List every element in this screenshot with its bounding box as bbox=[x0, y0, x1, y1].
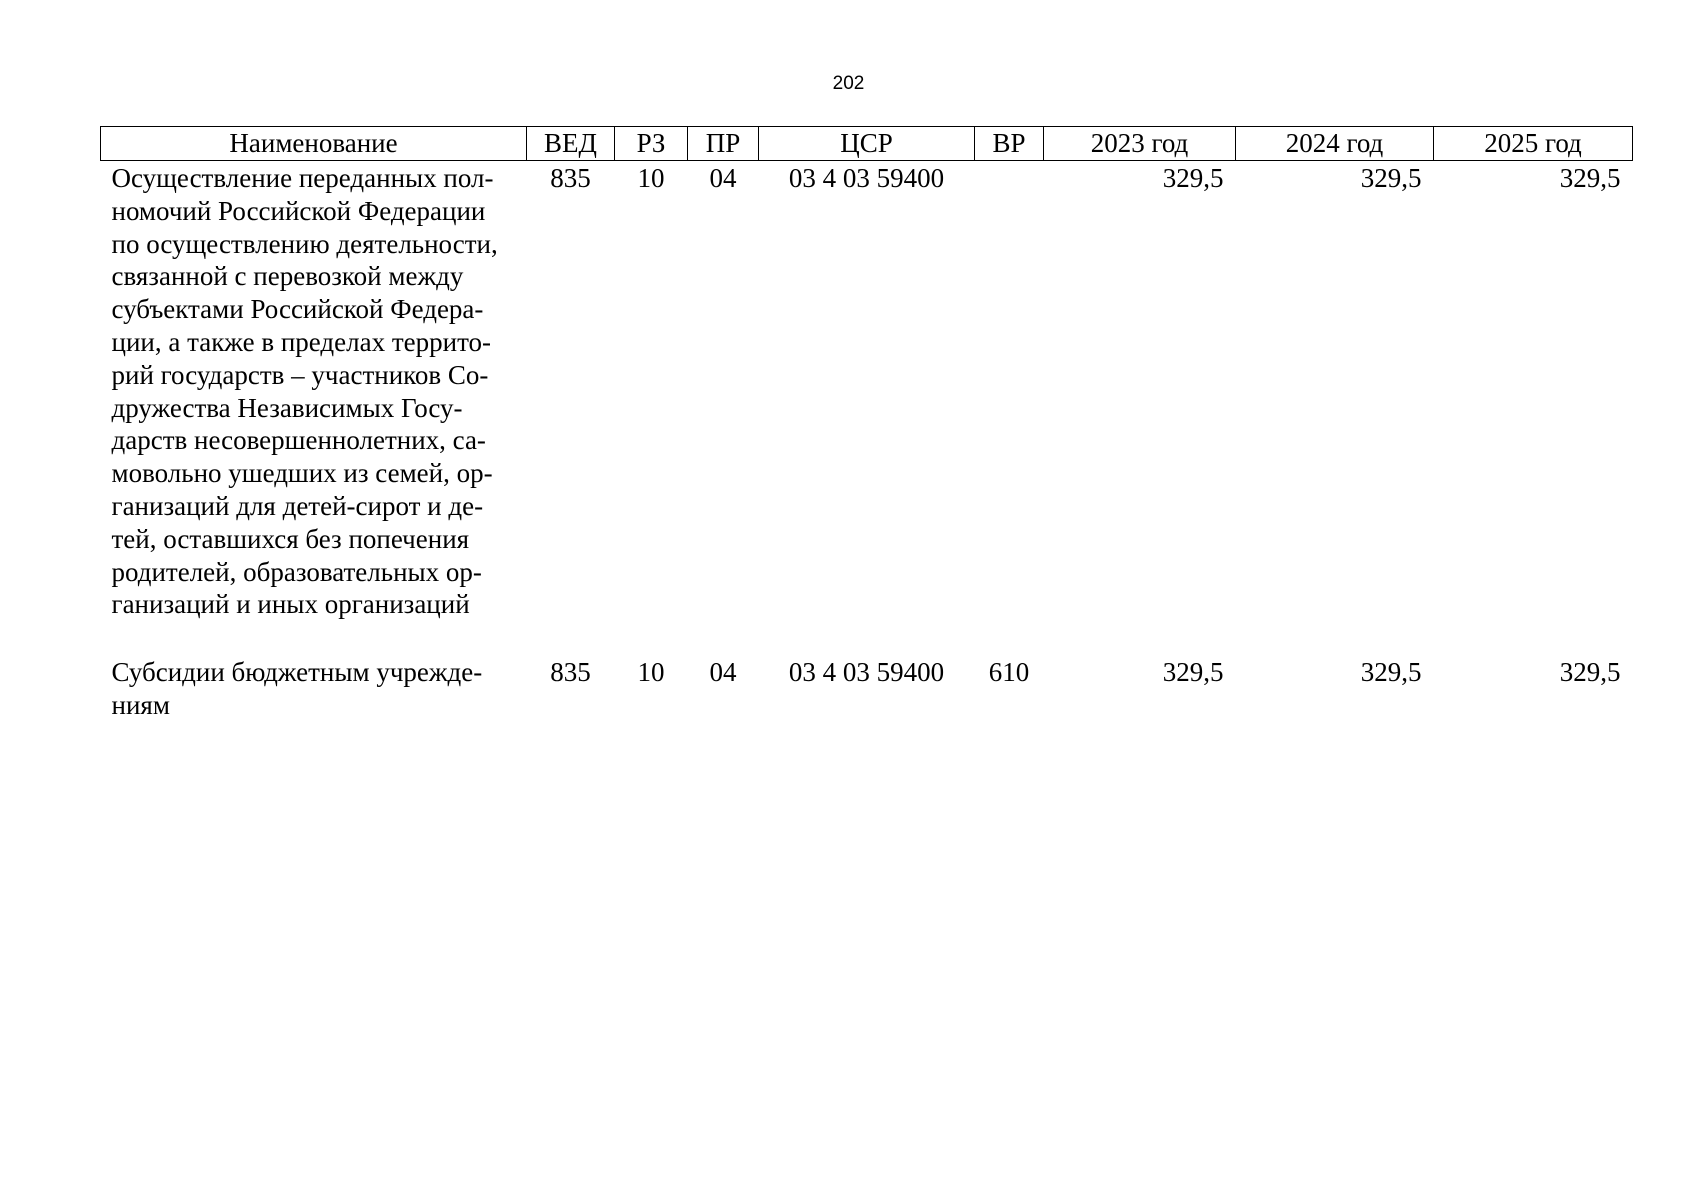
header-2023: 2023 год bbox=[1044, 127, 1236, 161]
row-name-line: Субсидии бюджетным учрежде- bbox=[111, 657, 483, 688]
row-pr: 04 bbox=[709, 657, 737, 688]
row-name-line: по осуществлению деятельности, bbox=[111, 228, 498, 259]
row-vr: 610 bbox=[988, 657, 1030, 688]
header-2024: 2024 год bbox=[1236, 127, 1434, 161]
row-2024: 329,5 bbox=[1360, 657, 1422, 688]
row-2024: 329,5 bbox=[1360, 163, 1422, 193]
row-name-line: субъектами Российской Федера- bbox=[111, 294, 484, 325]
row-name-line: номочий Российской Федерации bbox=[111, 195, 486, 226]
row-name-line: ции, а также в пределах террито- bbox=[111, 326, 492, 357]
row-name-line: ганизаций для детей-сирот и де- bbox=[111, 490, 484, 521]
page-number: 202 bbox=[832, 73, 865, 94]
row-name-line: мовольно ушедших из семей, ор- bbox=[111, 458, 493, 489]
header-ved: ВЕД bbox=[527, 127, 615, 161]
row-ved: 835 bbox=[550, 657, 591, 688]
row-name-line: родителей, образовательных ор- bbox=[111, 556, 482, 587]
row-name-line: ганизаций и иных организаций bbox=[111, 589, 470, 620]
row-csr: 03 4 03 59400 bbox=[788, 657, 945, 688]
table-header-row bbox=[101, 127, 1633, 161]
row-ved: 835 bbox=[550, 163, 591, 193]
row-name-line: дарств несовершеннолетних, са- bbox=[111, 425, 486, 456]
row-rz: 10 bbox=[637, 657, 665, 688]
row-2023: 329,5 bbox=[1162, 163, 1224, 193]
row-rz: 10 bbox=[637, 163, 665, 193]
row-csr: 03 4 03 59400 bbox=[788, 163, 945, 193]
header-name: Наименование bbox=[101, 127, 527, 161]
row-name-line: связанной с перевозкой между bbox=[111, 261, 464, 292]
header-rz: РЗ bbox=[615, 127, 688, 161]
row-2025: 329,5 bbox=[1559, 657, 1621, 688]
row-name-line: Осуществление переданных пол- bbox=[111, 163, 494, 193]
row-name bbox=[101, 655, 527, 722]
row-name-line: дружества Независимых Госу- bbox=[111, 392, 463, 423]
header-2025: 2025 год bbox=[1434, 127, 1633, 161]
table-row bbox=[101, 655, 1633, 722]
row-2023: 329,5 bbox=[1162, 657, 1224, 688]
row-name-line: рий государств – участников Со- bbox=[111, 359, 489, 390]
row-vr bbox=[975, 161, 1044, 656]
header-pr: ПР bbox=[688, 127, 759, 161]
table-row bbox=[101, 161, 1633, 656]
row-2025: 329,5 bbox=[1559, 163, 1621, 193]
header-csr: ЦСР bbox=[759, 127, 975, 161]
row-name bbox=[101, 161, 527, 656]
row-pr: 04 bbox=[709, 163, 737, 193]
row-name-line: тей, оставшихся без попечения bbox=[111, 523, 470, 554]
budget-table bbox=[100, 126, 1633, 722]
header-vr: ВР bbox=[975, 127, 1044, 161]
row-name-line: ниям bbox=[111, 689, 170, 720]
